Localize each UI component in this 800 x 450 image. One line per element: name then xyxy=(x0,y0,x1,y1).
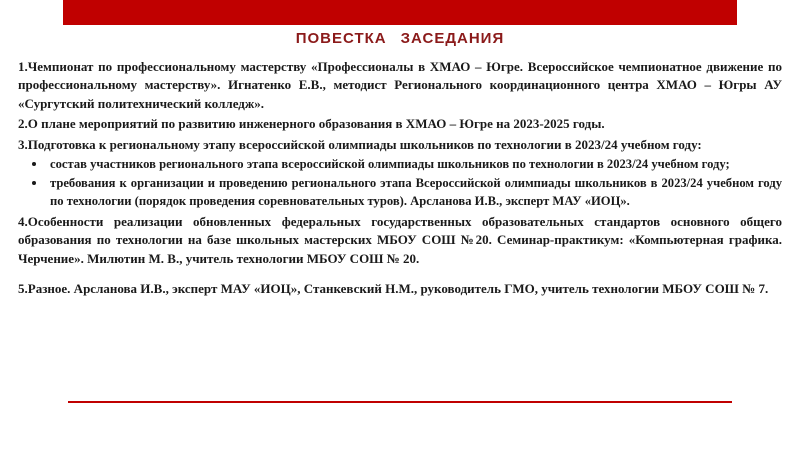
bottom-accent-rule xyxy=(68,401,732,403)
agenda-item-1: 1.Чемпионат по профессиональному мастерству «Профессионалы в ХМАО – Югре. Всероссийское чемпионатное движение по профессиональному мастерству». Игнатенко Е.В., методист Регионального координационного центра ХМАО – Югры АУ «Сургутский политехнический колледж». xyxy=(18,59,782,111)
agenda-item-4: 4.Особенности реализации обновленных федеральных государственных образовательных стандартов основного общего образования по технологии на базе школьных мастерских МБОУ СОШ №20. Семинар-практикум: «Компьютерная графика. Черчение». Милютин М. В., учитель технологии МБОУ СОШ № 20. xyxy=(18,213,782,266)
list-item-label: требования к организации и проведению регионального этапа Всероссийской олимпиады школьников в 2023/24 учебном году по технологии (порядок проведения соревновательных туров). Арсланова И.В., эксперт МАУ «ИОЦ». xyxy=(50,176,782,209)
agenda-item-3: 3.Подготовка к региональному этапу всероссийской олимпиады школьников по технологии в 2023/24 учебном году: xyxy=(18,136,702,152)
page-title-part2: ЗАСЕДАНИЯ xyxy=(400,30,505,47)
list-item-label: состав участников регионального этапа всероссийской олимпиады школьников по технологии в 2023/24 учебном году; xyxy=(50,157,730,172)
top-accent-bar xyxy=(63,0,737,25)
list-item xyxy=(18,175,782,211)
page-title-part1: ПОВЕСТКА xyxy=(295,30,387,47)
agenda-body xyxy=(18,58,782,301)
bullet-dot-icon xyxy=(32,162,36,166)
page-title xyxy=(0,30,800,47)
agenda-sub-list xyxy=(18,156,782,211)
agenda-item-2: 2.О плане мероприятий по развитию инженерного образования в ХМАО – Югре на 2023-2025 годы. xyxy=(18,116,605,132)
list-item xyxy=(18,156,782,174)
agenda-item-5: 5.Разное. Арсланова И.В., эксперт МАУ «ИОЦ», Станкевский Н.М., руководитель ГМО, учитель технологии МБОУ СОШ № 7. xyxy=(18,281,769,297)
bullet-dot-icon xyxy=(32,181,36,185)
